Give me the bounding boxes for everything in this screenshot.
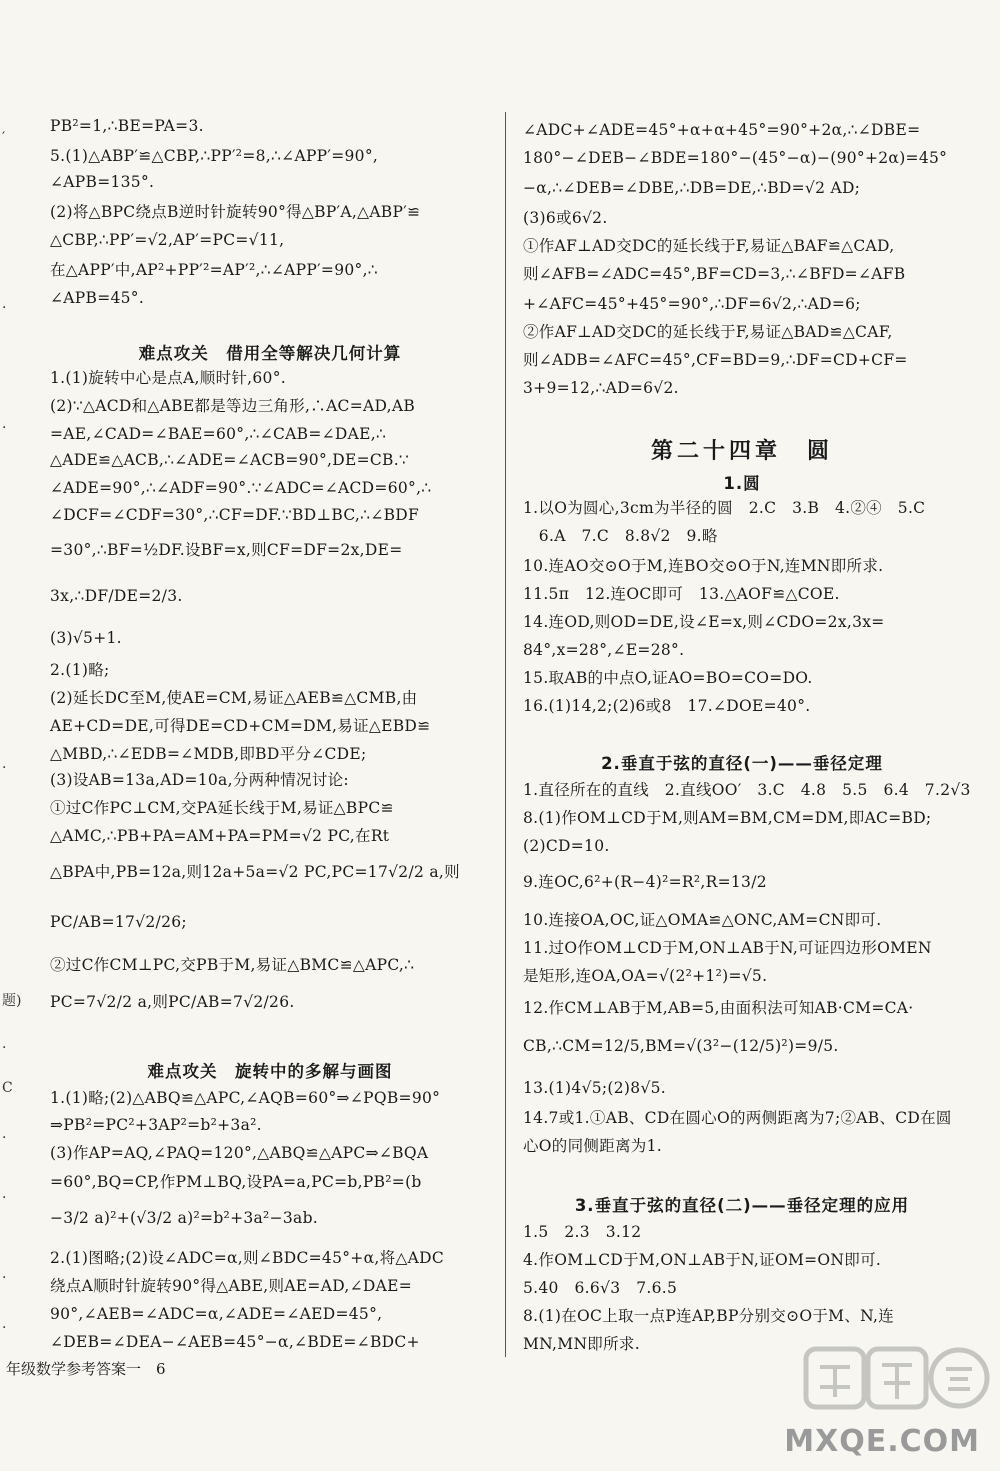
text-line: 9.连OC,6²+(R−4)²=R²,R=13/2	[523, 873, 767, 891]
section-heading: 3.垂直于弦的直径(二)——垂径定理的应用	[574, 1196, 910, 1215]
text-line: △MBD,∴∠EDB=∠MDB,即BD平分∠CDE;	[50, 745, 367, 763]
watermark-url: MXQE.COM	[784, 1424, 980, 1459]
text-line: (2)将△BPC绕点B逆时针旋转90°得△BP′A,△ABP′≌	[50, 203, 421, 221]
text-line: 5.40 6.6√3 7.6.5	[523, 1279, 678, 1297]
section-heading: 难点攻关 旋转中的多解与画图	[147, 1062, 393, 1081]
edge-mark: ·	[2, 420, 7, 436]
text-line: 6.A 7.C 8.8√2 9.略	[523, 527, 718, 545]
text-line: (2)延长DC至M,使AE=CM,易证△AEB≌△CMB,由	[50, 689, 418, 707]
section-heading: 2.垂直于弦的直径(一)——垂径定理	[601, 754, 883, 773]
text-line: 13.(1)4√5;(2)8√5.	[523, 1079, 667, 1097]
text-line: 1.直径所在的直线 2.直线OO′ 3.C 4.8 5.5 6.4 7.2√3	[523, 781, 971, 799]
text-line: 1.以O为圆心,3cm为半径的圆 2.C 3.B 4.②④ 5.C	[523, 499, 926, 517]
page-footer: 年级数学参考答案一 6	[6, 1360, 166, 1378]
text-line: MN,MN即所求.	[523, 1335, 640, 1353]
text-line: =60°,BQ=CP,作PM⊥BQ,设PA=a,PC=b,PB²=(b	[50, 1173, 422, 1191]
text-line: =AE,∠CAD=∠BAE=60°,∴∠CAB=∠DAE,∴	[50, 425, 387, 443]
edge-mark: ′	[2, 130, 6, 146]
text-line: ②作AF⊥AD交DC的延长线于F,易证△BAD≌△CAF,	[523, 323, 893, 341]
text-line: 16.(1)14,2;(2)6或8 17.∠DOE=40°.	[523, 697, 811, 715]
text-line: (3)设AB=13a,AD=10a,分两种情况讨论:	[50, 771, 349, 789]
edge-mark: ·	[2, 1190, 7, 1206]
text-line: (2)CD=10.	[523, 837, 610, 855]
text-line: 1.(1)旋转中心是点A,顺时针,60°.	[50, 369, 286, 387]
text-line: PB²=1,∴BE=PA=3.	[50, 117, 204, 135]
text-line: 8.(1)作OM⊥CD于M,则AM=BM,CM=DM,即AC=BD;	[523, 809, 932, 827]
edge-mark: ·	[2, 760, 7, 776]
edge-mark: ·	[2, 1130, 7, 1146]
text-line: 绕点A顺时针旋转90°得△ABE,则AE=AD,∠DAE=	[50, 1277, 413, 1295]
text-line: (3)6或6√2.	[523, 209, 608, 227]
text-line: (2)∵△ACD和△ABE都是等边三角形,∴AC=AD,AB	[50, 397, 416, 415]
text-line: ①过C作PC⊥CM,交PA延长线于M,易证△BPC≌	[50, 799, 394, 817]
text-line: ∠ADC+∠ADE=45°+α+α+45°=90°+2α,∴∠DBE=	[523, 121, 921, 139]
text-line: CB,∴CM=12/5,BM=√(3²−(12/5)²)=9/5.	[523, 1037, 839, 1055]
text-line: 3x,∴DF/DE=2/3.	[50, 587, 183, 605]
text-line: 2.(1)略;	[50, 661, 110, 679]
text-line: AE+CD=DE,可得DE=CD+CM=DM,易证△EBD≌	[50, 717, 431, 735]
text-line: (3)作AP=AQ,∠PAQ=120°,△ABQ≌△APC⇒∠BQA	[50, 1144, 429, 1162]
text-line: 4.作OM⊥CD于M,ON⊥AB于N,证OM=ON即可.	[523, 1251, 882, 1269]
left-column	[50, 0, 490, 1400]
text-line: 心O的同侧距离为1.	[523, 1137, 662, 1155]
text-line: PC=7√2/2 a,则PC/AB=7√2/26.	[50, 993, 295, 1011]
right-column	[523, 0, 971, 1400]
text-line: △ADE≌△ACB,∴∠ADE=∠ACB=90°,DE=CB.∵	[50, 451, 410, 469]
text-line: 10.连接OA,OC,证△OMA≌△ONC,AM=CN即可.	[523, 911, 882, 929]
text-line: 8.(1)在OC上取一点P连AP,BP分别交⊙O于M、N,连	[523, 1307, 895, 1325]
text-line: 则∠AFB=∠ADC=45°,BF=CD=3,∴∠BFD=∠AFB	[523, 265, 906, 283]
text-line: ⇒PB²=PC²+3AP²=b²+3a².	[50, 1116, 262, 1134]
text-line: 1.5 2.3 3.12	[523, 1223, 642, 1241]
section-heading: 难点攻关 借用全等解决几何计算	[138, 344, 402, 363]
text-line: 在△APP′中,AP²+PP′²=AP′²,∴∠APP′=90°,∴	[50, 261, 378, 279]
text-line: 11.过O作OM⊥CD于M,ON⊥AB于N,可证四边形OMEN	[523, 939, 932, 957]
text-line: PC/AB=17√2/26;	[50, 913, 187, 931]
text-line: 15.取AB的中点O,证AO=BO=CO=DO.	[523, 669, 813, 687]
text-line: 2.(1)图略;(2)设∠ADC=α,则∠BDC=45°+α,将△ADC	[50, 1249, 444, 1267]
text-line: △CBP,∴PP′=√2,AP′=PC=√11,	[50, 231, 285, 249]
text-line: 14.连OD,则OD=DE,设∠E=x,则∠CDO=2x,3x=	[523, 613, 885, 631]
text-line: 5.(1)△ABP′≌△CBP,∴PP′²=8,∴∠APP′=90°,	[50, 147, 379, 165]
text-line: 90°,∠AEB=∠ADC=α,∠ADE=∠AED=45°,	[50, 1305, 383, 1323]
text-line: 14.7或1.①AB、CD在圆心O的两侧距离为7;②AB、CD在圆	[523, 1109, 952, 1127]
text-line: 是矩形,连OA,OA=√(2²+1²)=√5.	[523, 967, 768, 985]
text-line: =30°,∴BF=½DF.设BF=x,则CF=DF=2x,DE=	[50, 541, 403, 559]
column-divider	[505, 112, 506, 1357]
text-line: ②过C作CM⊥PC,交PB于M,易证△BMC≌△APC,∴	[50, 956, 415, 974]
text-line: 1.(1)略;(2)△ABQ≌△APC,∠AQB=60°⇒∠PQB=90°	[50, 1089, 441, 1107]
chapter-title: 第二十四章 圆	[650, 438, 833, 464]
text-line: +∠AFC=45°+45°=90°,∴DF=6√2,∴AD=6;	[523, 295, 861, 313]
text-line: 180°−∠DEB−∠BDE=180°−(45°−α)−(90°+2α)=45°	[523, 149, 948, 167]
text-line: ∠DCF=∠CDF=30°,∴CF=DF.∵BD⊥BC,∴∠BDF	[50, 506, 420, 524]
text-line: ∠APB=45°.	[50, 289, 145, 307]
text-line: 11.5π 12.连OC即可 13.△AOF≌△COE.	[523, 585, 840, 603]
edge-mark: ·	[2, 300, 7, 316]
text-line: ①作AF⊥AD交DC的延长线于F,易证△BAF≌△CAD,	[523, 237, 895, 255]
text-line: 则∠ADB=∠AFC=45°,CF=BD=9,∴DF=CD+CF=	[523, 351, 908, 369]
text-line: 3+9=12,∴AD=6√2.	[523, 379, 679, 397]
text-line: ∠APB=135°.	[50, 173, 155, 191]
edge-mark: ·	[2, 1320, 7, 1336]
text-line: △BPA中,PB=12a,则12a+5a=√2 PC,PC=17√2/2 a,则	[50, 863, 460, 881]
text-line: (3)√5+1.	[50, 629, 122, 647]
text-line: −3/2 a)²+(√3/2 a)²=b²+3a²−3ab.	[50, 1209, 319, 1227]
text-line: 12.作CM⊥AB于M,AB=5,由面积法可知AB·CM=CA·	[523, 999, 914, 1017]
text-line: −α,∴∠DEB=∠DBE,∴DB=DE,∴BD=√2 AD;	[523, 179, 861, 197]
edge-mark: C	[2, 1080, 13, 1096]
edge-mark: ·	[2, 1040, 7, 1056]
text-line: △AMC,∴PB+PA=AM+PA=PM=√2 PC,在Rt	[50, 827, 390, 845]
text-line: ∠DEB=∠DEA−∠AEB=45°−α,∠BDE=∠BDC+	[50, 1333, 420, 1351]
edge-mark: 题)	[2, 993, 22, 1009]
text-line: ∠ADE=90°,∴∠ADF=90°.∵∠ADC=∠ACD=60°,∴	[50, 479, 432, 497]
edge-mark: ·	[2, 1270, 7, 1286]
text-line: 84°,x=28°,∠E=28°.	[523, 641, 685, 659]
section-heading: 1.圆	[723, 474, 761, 493]
text-line: 10.连AO交⊙O于M,连BO交⊙O于N,连MN即所求.	[523, 557, 884, 575]
